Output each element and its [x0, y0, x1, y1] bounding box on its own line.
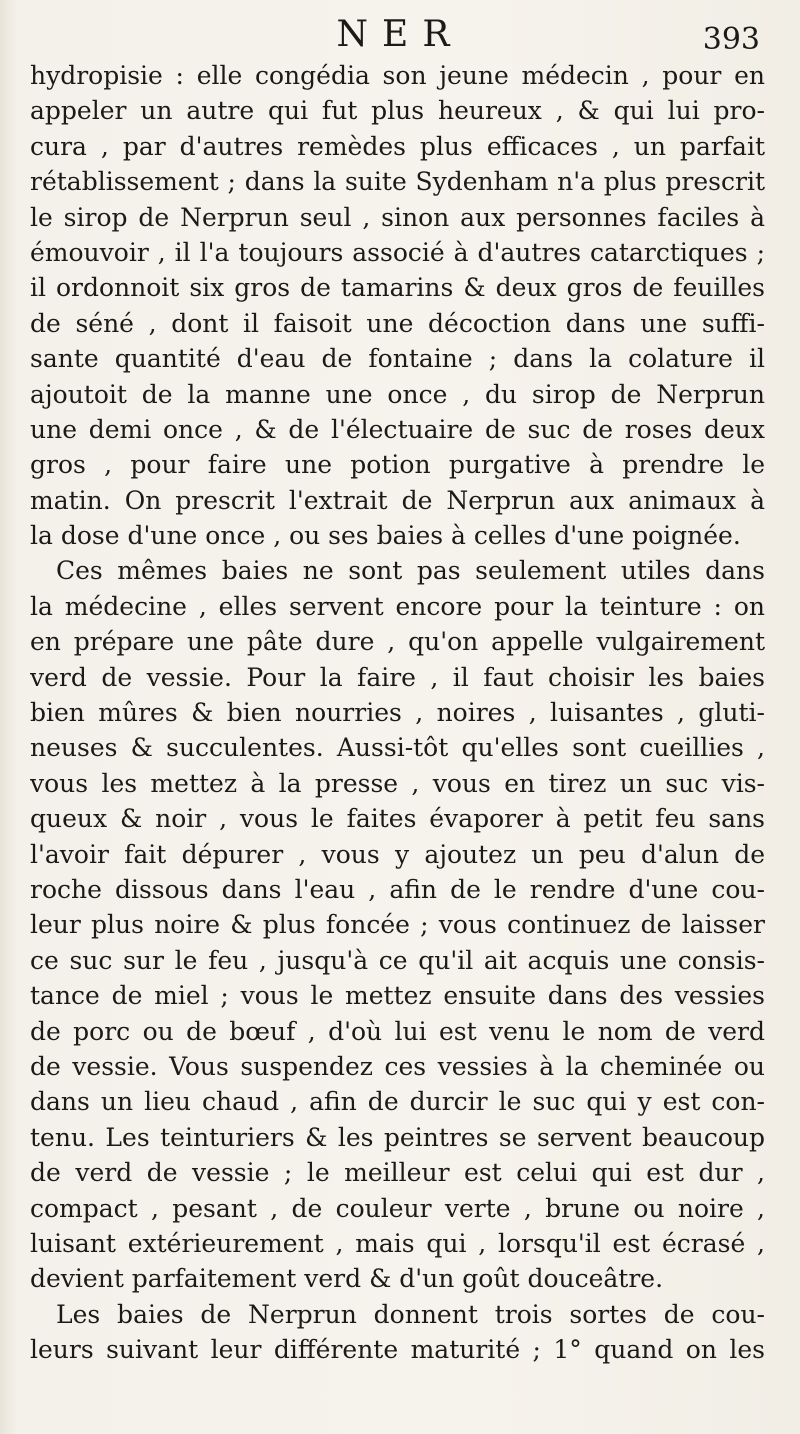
text-line: verd de vessie. Pour la faire , il faut choisir les baies [30, 662, 765, 692]
text-line: hydropisie : elle congédia son jeune médecin , pour en [30, 61, 765, 90]
text-line: cura , par d'autres remèdes plus efficaces , un parfait [30, 131, 765, 161]
body-text [30, 58, 765, 1367]
text-line: Les baies de Nerprun donnent trois sortes de cou- [56, 1299, 765, 1329]
text-line: tance de miel ; vous le mettez ensuite dans des vessies [30, 981, 765, 1011]
text-line: dans un lieu chaud , afin de durcir le suc qui y est con- [30, 1087, 765, 1117]
text-line: tenu. Les teinturiers & les peintres se servent beaucoup [30, 1122, 765, 1152]
text-line: la médecine , elles servent encore pour la teinture : on [30, 591, 765, 621]
running-head-title: NER [336, 14, 464, 55]
text-line: la dose d'une once , ou ses baies à celles d'une poignée. [30, 521, 741, 551]
text-line: leurs suivant leur différente maturité ; 1° quand on les [30, 1335, 765, 1365]
paragraph-1 [30, 58, 765, 553]
text-line: de porc ou de bœuf , d'où lui est venu le nom de verd [30, 1016, 765, 1046]
text-line: en prépare une pâte dure , qu'on appelle vulgairement [30, 627, 765, 657]
text-line: roche dissous dans l'eau , afin de le rendre d'une cou- [30, 874, 765, 904]
text-line: l'avoir fait dépurer , vous y ajoutez un peu d'alun de [30, 839, 765, 869]
text-line: matin. On prescrit l'extrait de Nerprun aux animaux à [30, 485, 765, 515]
text-line: de séné , dont il faisoit une décoction dans une suffi- [30, 308, 765, 338]
text-line: de verd de vessie ; le meilleur est celui qui est dur , [30, 1158, 765, 1188]
text-line: neuses & succulentes. Aussi-tôt qu'elles sont cueillies , [30, 733, 765, 763]
text-line: gros , pour faire une potion purgative à prendre le [30, 450, 765, 480]
text-line: ce suc sur le feu , jusqu'à ce qu'il ait acquis une consis- [30, 945, 765, 975]
text-line: de vessie. Vous suspendez ces vessies à la cheminée ou [30, 1051, 765, 1081]
page-number: 393 [702, 22, 760, 57]
text-line: leur plus noire & plus foncée ; vous continuez de laisser [30, 910, 765, 940]
text-line: émouvoir , il l'a toujours associé à d'autres catarctiques ; [30, 237, 765, 267]
text-line: devient parfaitement verd & d'un goût douceâtre. [30, 1264, 664, 1294]
paragraph-2 [30, 553, 765, 1296]
running-head [0, 8, 800, 56]
text-line: le sirop de Nerprun seul , sinon aux personnes faciles à [30, 202, 765, 232]
text-line: il ordonnoit six gros de tamarins & deux gros de feuilles [30, 273, 765, 303]
text-line: ajoutoit de la manne une once , du sirop de Nerprun [30, 379, 765, 409]
text-line: luisant extérieurement , mais qui , lorsqu'il est écrasé , [30, 1228, 765, 1258]
text-line: vous les mettez à la presse , vous en tirez un suc vis- [30, 768, 765, 798]
text-line: rétablissement ; dans la suite Sydenham n'a plus prescrit [30, 167, 765, 197]
text-line: appeler un autre qui fut plus heureux , & qui lui pro- [30, 96, 765, 126]
text-line: bien mûres & bien nourries , noires , luisantes , gluti- [30, 698, 765, 728]
text-line: queux & noir , vous le faites évaporer à petit feu sans [30, 804, 765, 834]
text-line: compact , pesant , de couleur verte , brune ou noire , [30, 1193, 765, 1223]
text-line: une demi once , & de l'électuaire de suc de roses deux [30, 414, 765, 444]
paragraph-3 [30, 1297, 765, 1368]
text-line: sante quantité d'eau de fontaine ; dans la colature il [30, 344, 765, 374]
text-line: Ces mêmes baies ne sont pas seulement utiles dans [56, 556, 765, 586]
